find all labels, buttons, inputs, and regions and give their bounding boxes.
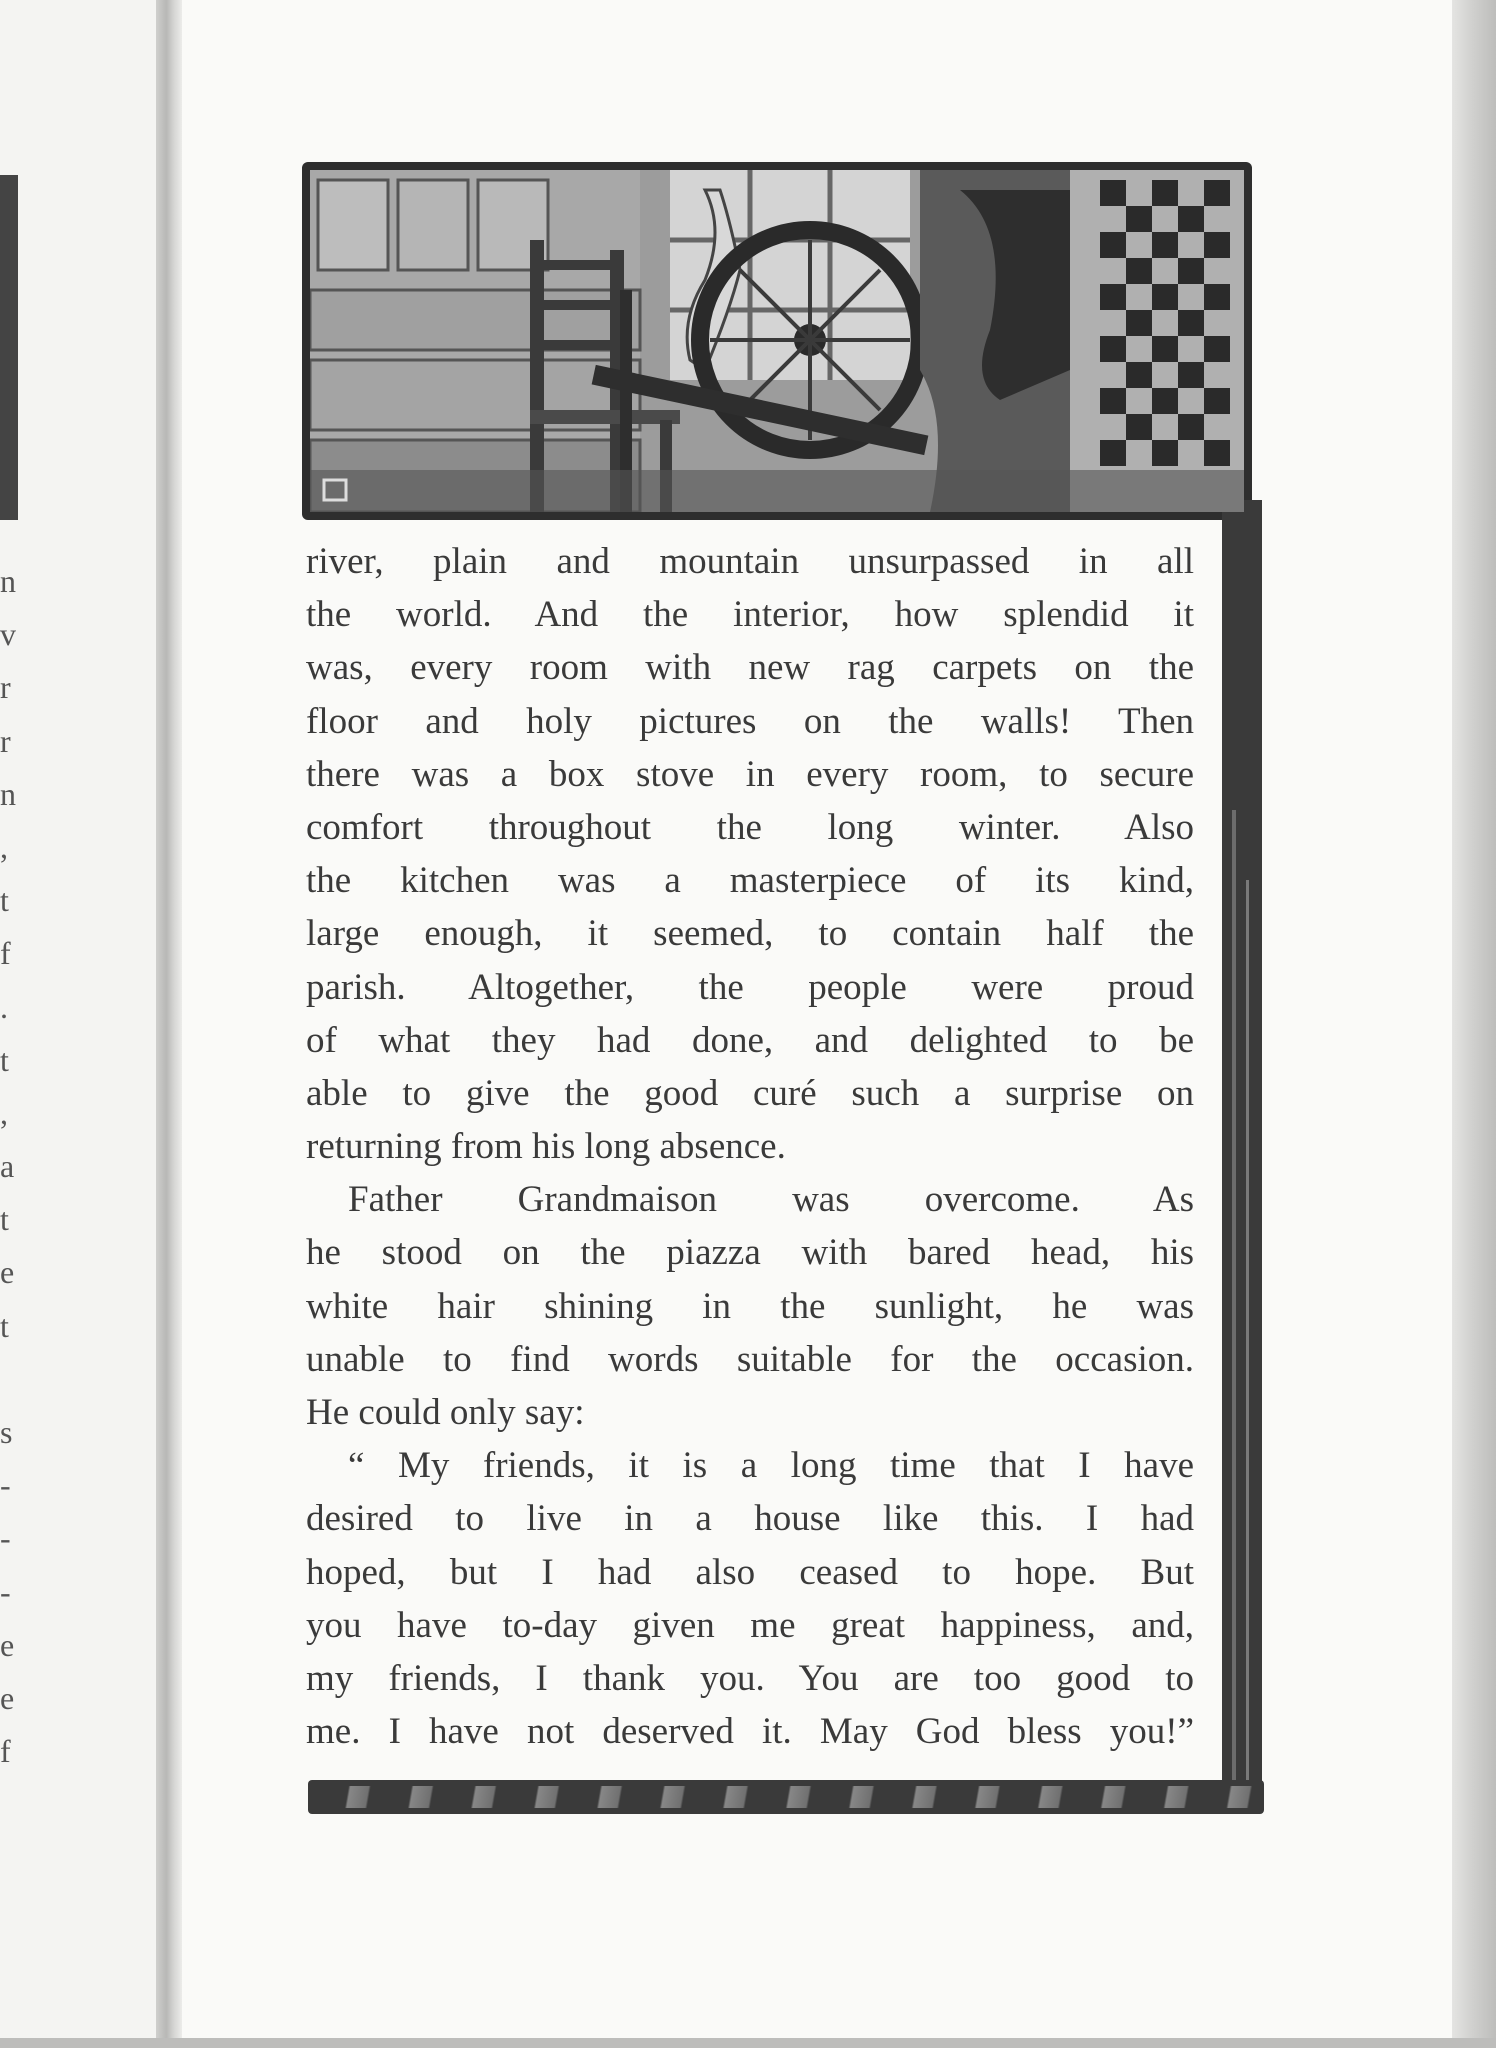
edge-letter: t	[0, 1201, 9, 1238]
edge-letter: t	[0, 1041, 9, 1078]
edge-letter: f	[0, 935, 11, 972]
edge-letter: s	[0, 1414, 13, 1450]
text-line: comfort throughout the long winter. Also	[306, 806, 1194, 848]
text-line: floor and holy pictures on the walls! Then	[306, 700, 1194, 742]
text-line: unable to find words suitable for the occasion.	[306, 1338, 1194, 1380]
text-line: river, plain and mountain unsurpassed in all	[306, 541, 1194, 582]
edge-letter: r	[0, 722, 11, 759]
left-page-edge-letters	[0, 555, 20, 1778]
text-line: white hair shining in the sunlight, he was	[306, 1285, 1194, 1327]
edge-letter: ,	[0, 828, 8, 865]
frame-stripe	[1246, 880, 1249, 1780]
text-line: my friends, I thank you. You are too good to	[306, 1657, 1194, 1699]
edge-letter: ,	[0, 1094, 8, 1131]
text-line: “ My friends, it is a long time that I have	[348, 1445, 1194, 1487]
text-line: the kitchen was a masterpiece of its kind,	[306, 860, 1194, 902]
edge-letter: e	[0, 1254, 15, 1291]
edge-letter: -	[0, 1520, 11, 1557]
edge-letter: t	[0, 1307, 9, 1344]
text-line: Father Grandmaison was overcome. As	[348, 1179, 1194, 1221]
frame-stripe	[1232, 810, 1236, 1810]
text-line: the world. And the interior, how splendid it	[306, 594, 1194, 636]
edge-letter: a	[0, 1148, 15, 1185]
text-line: able to give the good curé such a surprise on	[306, 1072, 1194, 1114]
woodcut-illustration	[310, 170, 1244, 512]
edge-letter: n	[0, 563, 16, 599]
text-line: of what they had done, and delighted to be	[306, 1019, 1194, 1061]
left-page-dark-block	[0, 175, 18, 520]
edge-letter: n	[0, 775, 16, 812]
text-line: me. I have not deserved it. May God bless you!”	[306, 1711, 1194, 1753]
book-gutter	[156, 0, 182, 2048]
bottom-page-edge	[0, 2038, 1496, 2048]
frame-bottom-border	[308, 1780, 1264, 1814]
frame-right-border	[1222, 500, 1262, 1810]
text-line: returning from his long absence.	[306, 1126, 786, 1168]
text-line: he stood on the piazza with bared head, his	[306, 1232, 1194, 1274]
text-line: was, every room with new rag carpets on the	[306, 647, 1194, 689]
text-line: large enough, it seemed, to contain half the	[306, 913, 1194, 955]
body-text	[306, 535, 1194, 1758]
edge-letter: t	[0, 882, 9, 919]
edge-letter: -	[0, 1467, 11, 1504]
edge-letter: v	[0, 616, 16, 653]
text-line: there was a box stove in every room, to secure	[306, 753, 1194, 795]
edge-letter: f	[0, 1733, 11, 1770]
edge-letter: r	[0, 669, 11, 706]
left-facing-page	[0, 0, 158, 2048]
text-line: He could only say:	[306, 1392, 585, 1433]
edge-letter: .	[0, 988, 8, 1025]
edge-letter: e	[0, 1626, 15, 1663]
frame-rope-pattern	[308, 1786, 1258, 1808]
text-line: hoped, but I had also ceased to hope. But	[306, 1551, 1194, 1593]
edge-letter: e	[0, 1679, 15, 1716]
text-line: desired to live in a house like this. I had	[306, 1498, 1194, 1540]
text-line: you have to-day given me great happiness, and,	[306, 1604, 1194, 1646]
interior-scene-svg	[310, 170, 1244, 512]
text-line: parish. Altogether, the people were proud	[306, 966, 1194, 1008]
edge-letter: -	[0, 1573, 11, 1610]
edge-letter	[0, 1353, 20, 1406]
right-page-edge	[1452, 0, 1496, 2048]
